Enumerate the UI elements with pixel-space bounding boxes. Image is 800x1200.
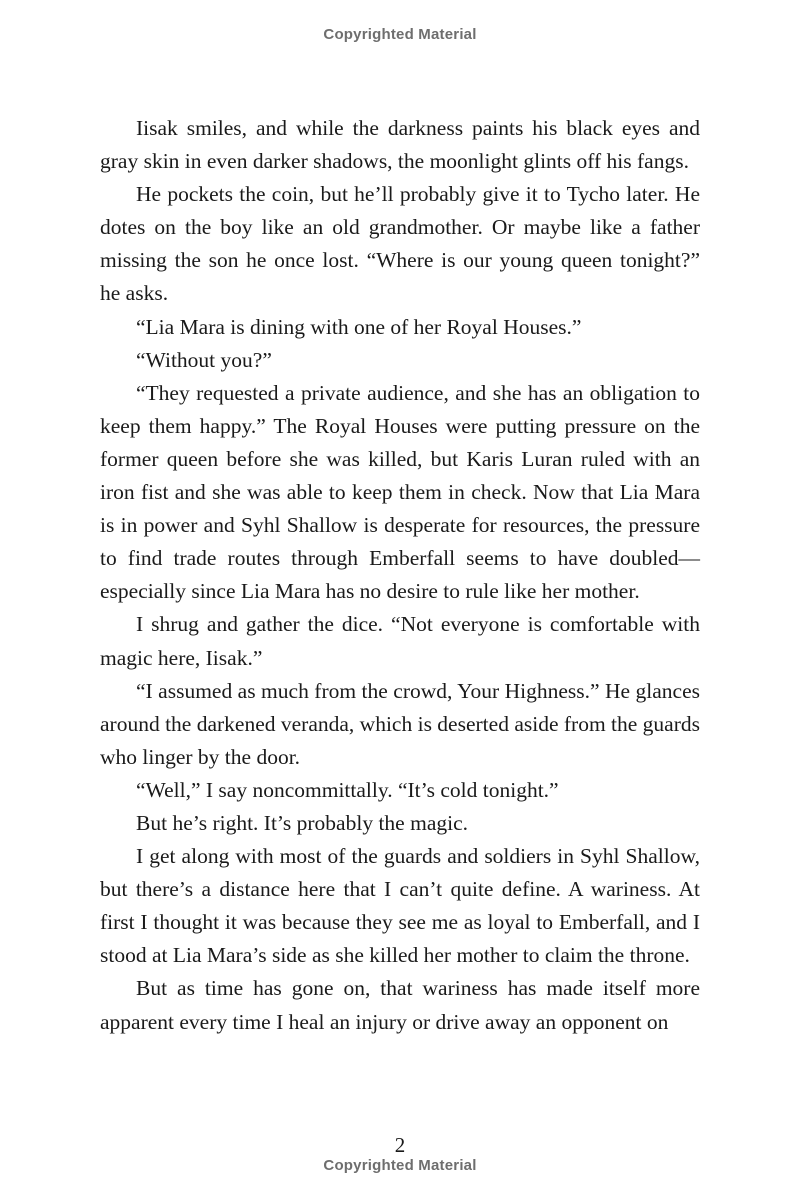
copyright-watermark-top: Copyrighted Material bbox=[323, 26, 477, 43]
body-text bbox=[100, 112, 700, 1039]
paragraph: But he’s right. It’s probably the magic. bbox=[136, 810, 469, 835]
paragraph: I shrug and gather the dice. “Not everyone is comfortable with magic here, Iisak.” bbox=[100, 612, 700, 670]
paragraph: “Lia Mara is dining with one of her Royal Houses.” bbox=[136, 314, 582, 339]
paragraph: “They requested a private audience, and she has an obligation to keep them happy.” The Royal Houses were putting pressure on the former queen before she was killed, but Karis Luran ruled with an iron fist and she was able to keep them in check. Now that Lia Mara is in power and Syhl Shallow is desperate for resources, the pressure to find trade routes through Emberfall seems to have doubled—especially since Lia Mara has no desire to rule like her mother. bbox=[100, 380, 700, 604]
paragraph: But as time has gone on, that wariness has made itself more apparent every time I heal an injury or drive away an opponent on bbox=[100, 976, 700, 1034]
paragraph: “I assumed as much from the crowd, Your Highness.” He glances around the darkened veranda, which is deserted aside from the guards who linger by the door. bbox=[100, 678, 700, 769]
paragraph: “Well,” I say noncommittally. “It’s cold tonight.” bbox=[136, 777, 559, 802]
paragraph: “Without you?” bbox=[136, 347, 272, 372]
paragraph: He pockets the coin, but he’ll probably give it to Tycho later. He dotes on the boy like an old grandmother. Or maybe like a father missing the son he once lost. “Where is our young queen tonight?” he asks. bbox=[100, 182, 700, 306]
copyright-watermark-bottom: Copyrighted Material bbox=[323, 1157, 477, 1174]
page-number: 2 bbox=[394, 1133, 406, 1157]
paragraph: I get along with most of the guards and soldiers in Syhl Shallow, but there’s a distance here that I can’t quite define. A wariness. At first I thought it was because they see me as loyal to Emberfall, and I stood at Lia Mara’s side as she killed her mother to claim the throne. bbox=[100, 844, 700, 968]
paragraph: Iisak smiles, and while the darkness paints his black eyes and gray skin in even darker shadows, the moonlight glints off his fangs. bbox=[100, 116, 700, 174]
